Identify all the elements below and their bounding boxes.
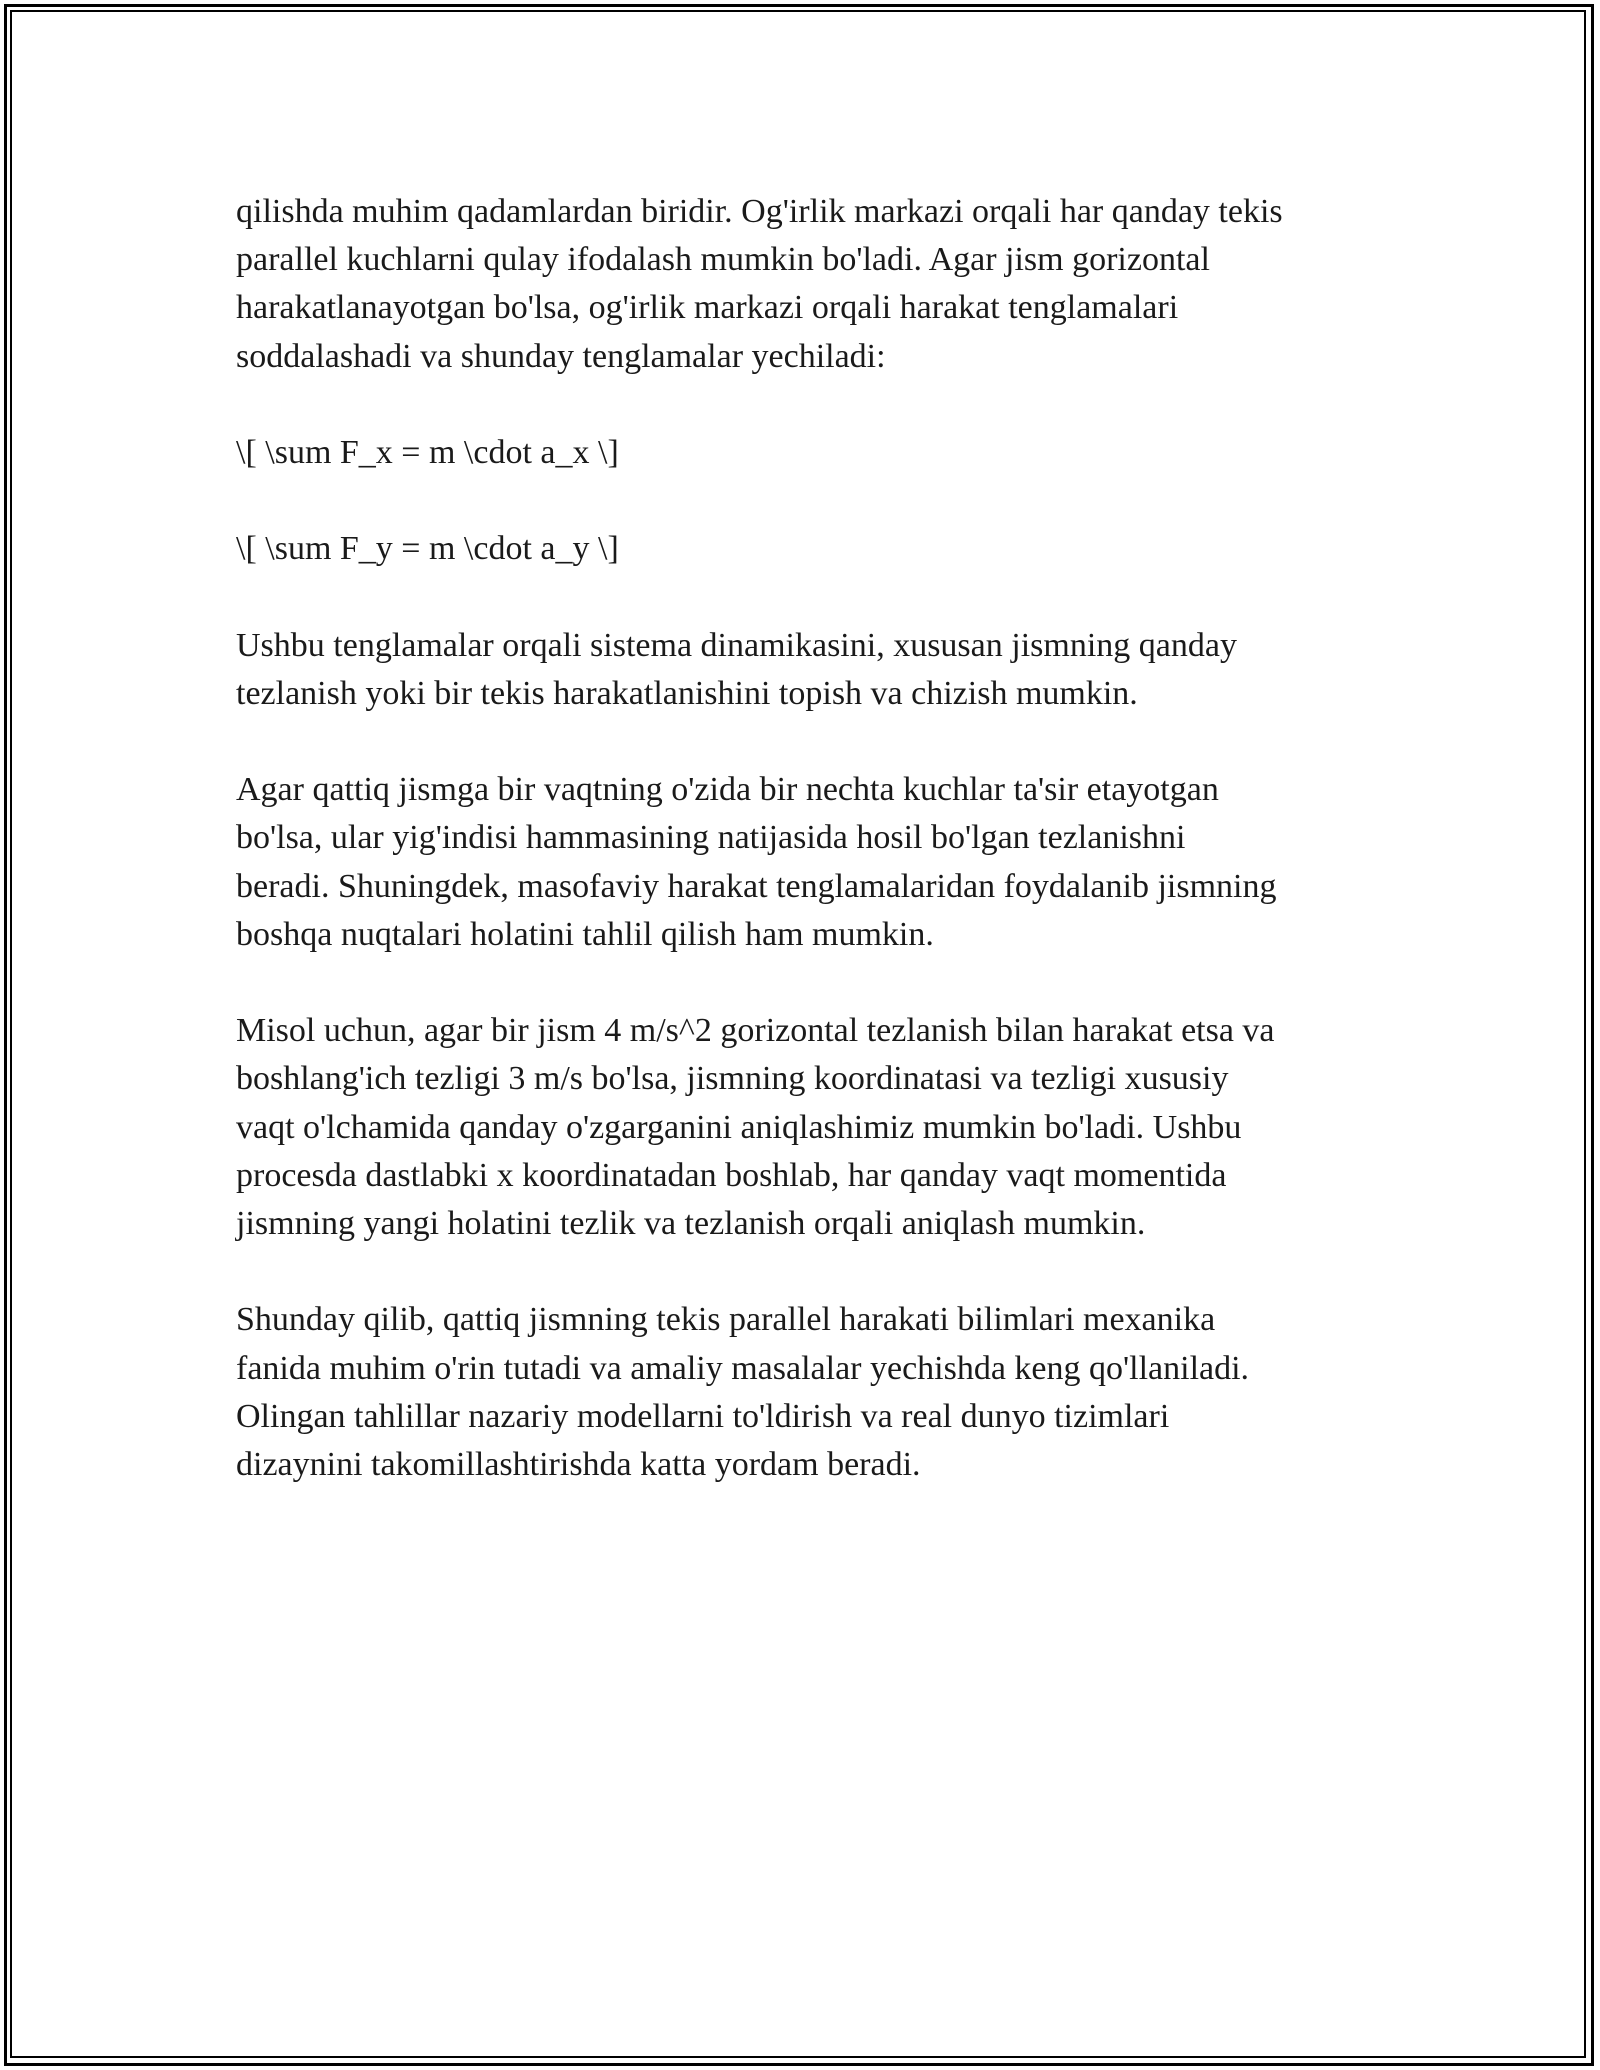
text-line: harakatlanayotgan bo'lsa, og'irlik markazi orqali harakat tenglamalari: [236, 289, 1179, 327]
paragraph-intro: [236, 188, 1386, 381]
equation-fy: [236, 525, 1386, 573]
text-line: tezlanish yoki bir tekis harakatlanishini topish va chizish mumkin.: [236, 674, 1138, 712]
text-line: beradi. Shuningdek, masofaviy harakat tenglamalaridan foydalanib jismning: [236, 867, 1277, 905]
equation-fx: [236, 429, 1386, 477]
text-line: jismning yangi holatini tezlik va tezlanish orqali aniqlash mumkin.: [236, 1204, 1146, 1242]
text-line: Agar qattiq jismga bir vaqtning o'zida bir nechta kuchlar ta'sir etayotgan: [236, 771, 1219, 809]
text-line: vaqt o'lchamida qanday o'zgarganini aniqlashimiz mumkin bo'ladi. Ushbu: [236, 1108, 1242, 1146]
paragraph-forces: [236, 766, 1386, 959]
text-line: procesda dastlabki x koordinatadan boshlab, har qanday vaqt momentida: [236, 1156, 1227, 1194]
text-line: Misol uchun, agar bir jism 4 m/s^2 gorizontal tezlanish bilan harakat etsa va: [236, 1012, 1275, 1050]
text-line: Olingan tahlillar nazariy modellarni to'ldirish va real dunyo tizimlari: [236, 1397, 1170, 1435]
paragraph-conclusion: [236, 1296, 1386, 1489]
text-line: Ushbu tenglamalar orqali sistema dinamikasini, xususan jismning qanday: [236, 626, 1237, 664]
text-line: boshqa nuqtalari holatini tahlil qilish ham mumkin.: [236, 915, 934, 953]
equation-line: \[ \sum F_y = m \cdot a_y \]: [236, 530, 619, 568]
document-body: [236, 188, 1386, 1537]
text-line: bo'lsa, ular yig'indisi hammasining natijasida hosil bo'lgan tezlanishni: [236, 819, 1186, 857]
paragraph-dynamics: [236, 622, 1386, 718]
text-line: Shunday qilib, qattiq jismning tekis parallel harakati bilimlari mexanika: [236, 1301, 1216, 1339]
text-line: parallel kuchlarni qulay ifodalash mumkin bo'ladi. Agar jism gorizontal: [236, 241, 1210, 279]
equation-line: \[ \sum F_x = m \cdot a_x \]: [236, 433, 619, 471]
paragraph-example: [236, 1007, 1386, 1248]
text-line: boshlang'ich tezligi 3 m/s bo'lsa, jismning koordinatasi va tezligi xususiy: [236, 1060, 1229, 1098]
text-line: qilishda muhim qadamlardan biridir. Og'irlik markazi orqali har qanday tekis: [236, 193, 1283, 230]
text-line: fanida muhim o'rin tutadi va amaliy masalalar yechishda keng qo'llaniladi.: [236, 1349, 1250, 1387]
text-line: soddalashadi va shunday tenglamalar yechiladi:: [236, 337, 886, 375]
text-line: dizaynini takomillashtirishda katta yordam beradi.: [236, 1445, 921, 1483]
